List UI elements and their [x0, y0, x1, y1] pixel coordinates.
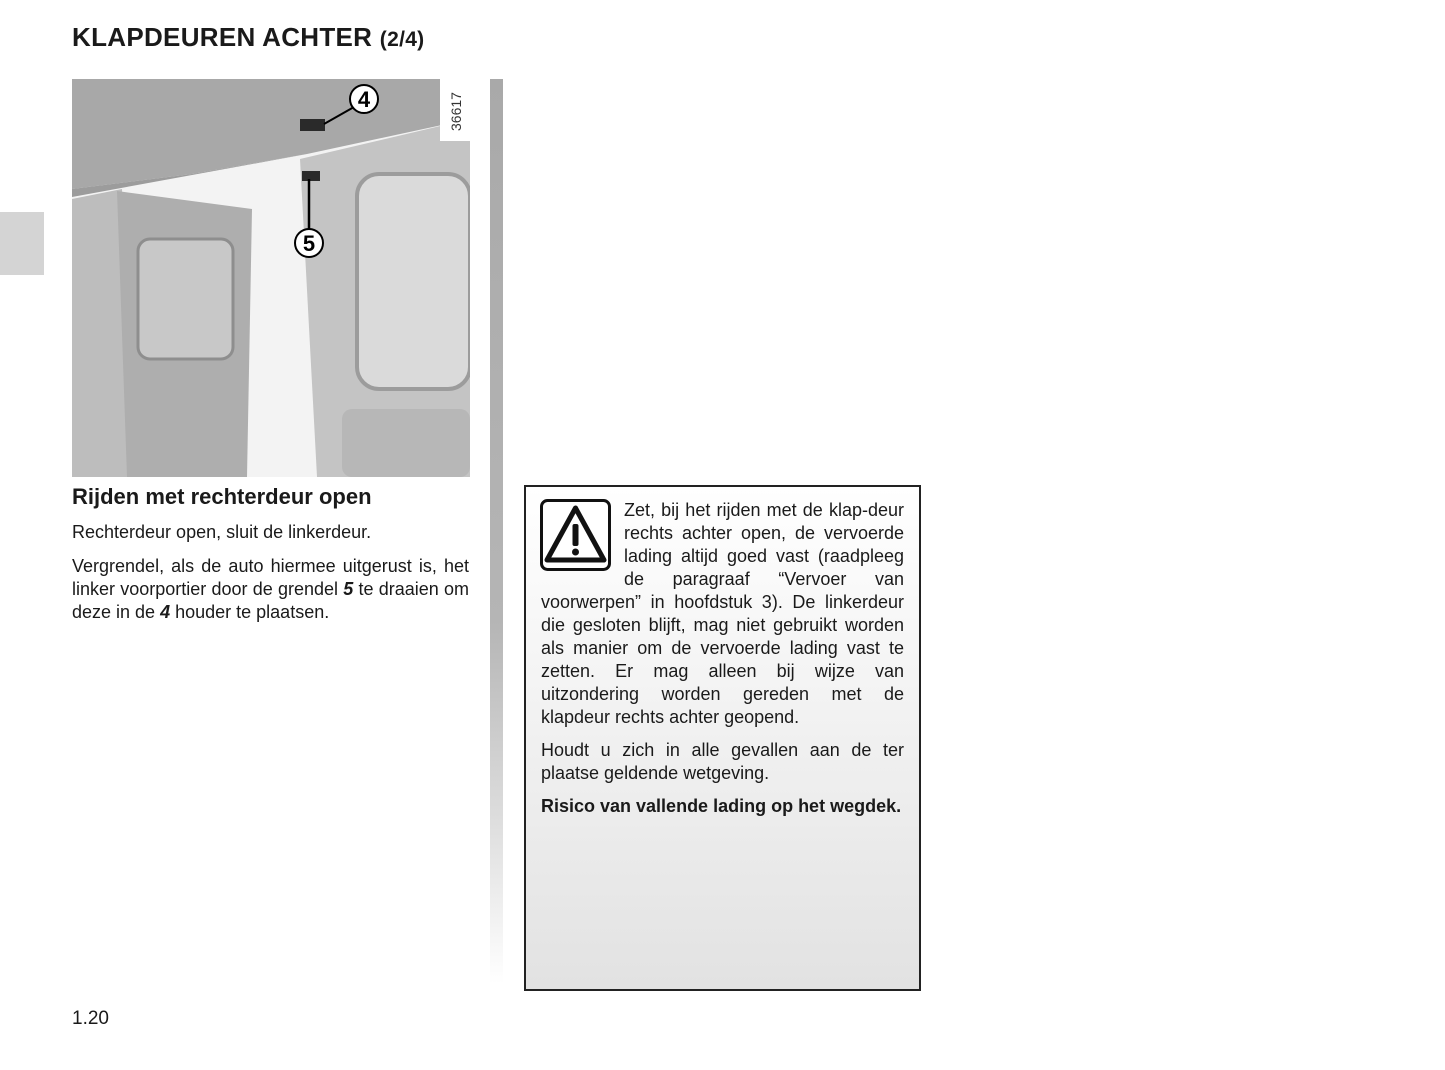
para2-text-b: te draaien om deze in de: [72, 579, 469, 622]
warning-triangle-icon: [540, 499, 611, 571]
warning-paragraph-3: Risico van vallende lading op het wegdek.: [541, 796, 902, 816]
page-number: 1.20: [72, 1008, 109, 1029]
warning-paragraph-2: Houdt u zich in alle gevallen aan de ter plaatse geldende wetgeving.: [541, 740, 904, 783]
section-paragraph-1: Rechterdeur open, sluit de linkerdeur.: [72, 522, 372, 542]
warning-paragraph-1: Zet, bij het rijden met de klap-deur rechts achter open, de vervoerde lading altijd goed vast (raadpleeg de paragraaf “Vervoer van voorwerpen” in hoofdstuk 3). De linkerdeur die gesloten blijft, mag niet gebruikt worden als manier om de vervoerde lading vast te zetten. Er mag alleen bij wijze van uitzondering worden gereden met de klapdeur rechts achter geopend.: [541, 500, 904, 727]
section-paragraph-2: [72, 555, 469, 624]
chapter-tab: [0, 212, 44, 275]
page-title: [72, 22, 424, 53]
para2-text-c: houder te plaatsen.: [170, 602, 330, 622]
callout-5: 5: [302, 231, 316, 256]
section-heading: Rijden met rechterdeur open: [72, 484, 372, 509]
ref-4: 4: [160, 602, 171, 622]
image-code: 36617: [448, 92, 464, 131]
column-divider: [490, 79, 503, 984]
title-text: KLAPDEUREN ACHTER: [72, 22, 373, 52]
ref-5: 5: [343, 579, 354, 599]
rear-doors-illustration: [72, 79, 470, 477]
title-suffix: (2/4): [379, 28, 425, 51]
van-rear-doors-drawing: [72, 79, 470, 477]
warning-box: [524, 485, 921, 991]
callout-4: 4: [357, 87, 371, 112]
para2-text-a: Vergrendel, als de auto hiermee uitgerust is, het linker voorportier door de grendel: [72, 556, 469, 599]
